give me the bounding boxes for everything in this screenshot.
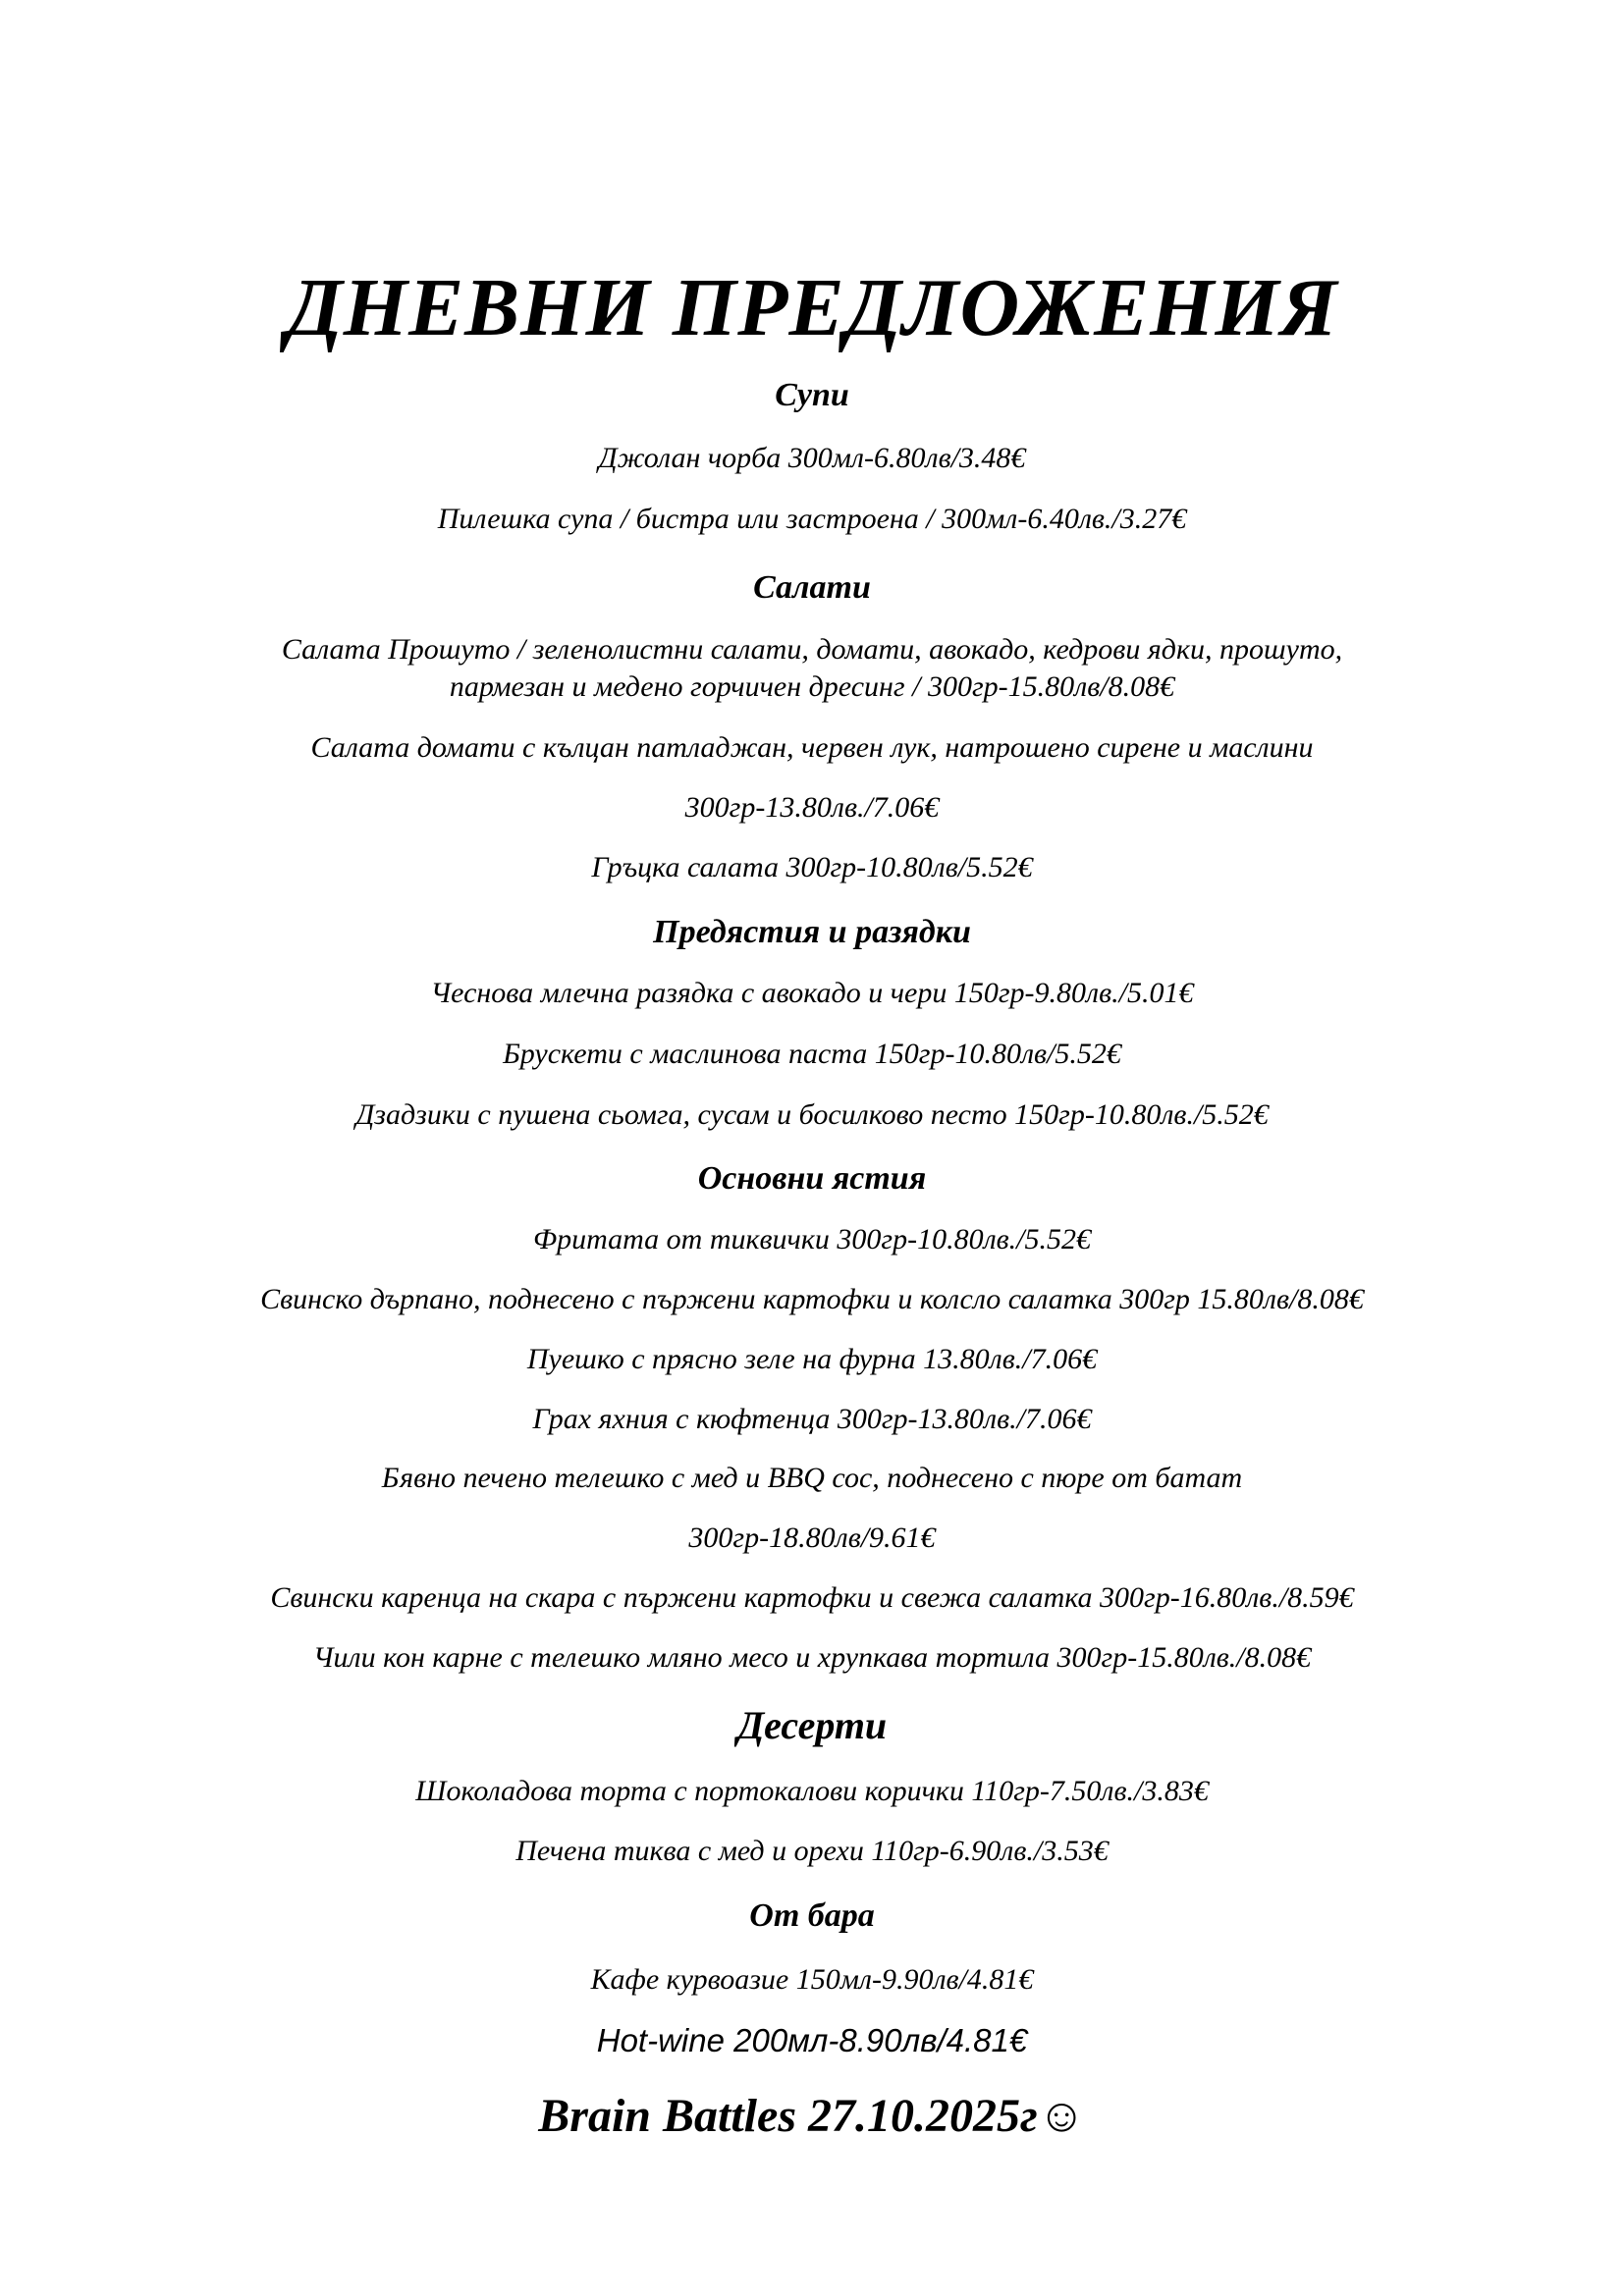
menu-item: Пуешко с прясно зеле на фурна 13.80лв./7.06€	[526, 1343, 1098, 1375]
menu-item: Шоколадова торта с портокалови корички 110гр-7.50лв./3.83€	[415, 1775, 1209, 1807]
menu-item: Брускети с маслинова паста 150гр-10.80лв/5.52€	[503, 1038, 1121, 1070]
event-footer: Brain Battles 27.10.2025г☺	[538, 2090, 1086, 2142]
menu-item: Печена тиква с мед и орехи 110гр-6.90лв./3.53€	[515, 1835, 1109, 1867]
section-heading-bar: От бара	[749, 1897, 875, 1934]
menu-item: Фритата от тиквички 300гр-10.80лв./5.52€	[532, 1223, 1092, 1255]
menu-item: Салата Прошуто / зеленолистни салати, домати, авокадо, кедрови ядки, прошуто,	[281, 633, 1343, 666]
menu-item: Hot-wine 200мл-8.90лв/4.81€	[596, 2022, 1028, 2058]
menu-item: Пилешка супа / бистра или застроена / 300мл-6.40лв./3.27€	[437, 503, 1187, 535]
menu-item: 300гр-18.80лв/9.61€	[688, 1522, 936, 1554]
menu-item: Салата домати с кълцан патладжан, червен лук, натрошено сирене и маслини	[310, 731, 1314, 764]
menu-item: Грах яхния с кюфтенца 300гр-13.80лв./7.06€	[532, 1403, 1092, 1435]
section-heading-starters: Предястия и разядки	[653, 914, 971, 950]
menu-item: Чеснова млечна разядка с авокадо и чери 150гр-9.80лв./5.01€	[430, 977, 1194, 1009]
menu-item: Кафе курвоазие 150мл-9.90лв/4.81€	[590, 1963, 1034, 1996]
menu-item: Свинско дърпано, поднесено с пържени картофки и колсло салатка 300гр 15.80лв/8.08€	[260, 1283, 1364, 1315]
section-heading-mains: Основни ястия	[697, 1160, 927, 1197]
menu-item: Гръцка салата 300гр-10.80лв/5.52€	[591, 851, 1033, 883]
menu-item: Чили кон карне с телешко мляно месо и хрупкава тортила 300гр-15.80лв./8.08€	[312, 1641, 1312, 1674]
menu-item: пармезан и медено горчичен дресинг / 300гр-15.80лв/8.08€	[449, 670, 1175, 703]
menu-item: Бявно печено телешко с мед и BBQ сос, поднесено с пюре от батат	[381, 1462, 1243, 1494]
section-heading-salads: Салати	[753, 569, 871, 606]
menu-item: 300гр-13.80лв./7.06€	[684, 791, 940, 824]
section-heading-desserts: Десерти	[736, 1703, 888, 1747]
page-title: ДНЕВНИ ПРЕДЛОЖЕНИЯ	[286, 262, 1338, 353]
menu-item: Дзадзики с пушена сьомга, сусам и босилково песто 150гр-10.80лв./5.52€	[355, 1098, 1269, 1131]
menu-item: Джолан чорба 300мл-6.80лв/3.48€	[598, 442, 1026, 474]
menu-item: Свински каренца на скара с пържени картофки и свежа салатка 300гр-16.80лв./8.59€	[270, 1581, 1354, 1614]
section-heading-soups: Супи	[775, 377, 849, 413]
